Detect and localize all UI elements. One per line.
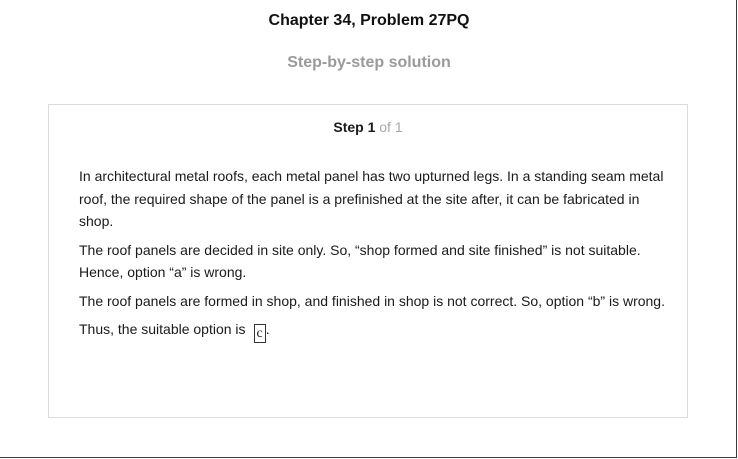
step-paragraph: In architectural metal roofs, each metal panel has two upturned legs. In a standing seam metal roof, the required shape of the panel is a prefinished at the site after, it can be fabricated in shop. bbox=[79, 168, 664, 229]
solution-subtitle: Step-by-step solution bbox=[287, 54, 451, 71]
step-paragraph: The roof panels are decided in site only. So, “shop formed and site finished” is not suitable. Hence, option “a” is wrong. bbox=[79, 241, 641, 280]
step-header bbox=[49, 119, 687, 135]
step-count: of 1 bbox=[379, 119, 403, 135]
step-label: Step 1 bbox=[333, 119, 376, 135]
step-body bbox=[79, 165, 669, 349]
chapter-title: Chapter 34, Problem 27PQ bbox=[268, 12, 470, 29]
conclusion-suffix: . bbox=[265, 321, 270, 337]
step-card bbox=[48, 104, 688, 418]
conclusion-line bbox=[79, 318, 669, 343]
answer-box: c bbox=[254, 324, 266, 343]
step-paragraph: The roof panels are formed in shop, and finished in shop is not correct. So, option “b” is wrong. bbox=[79, 292, 665, 309]
conclusion-text: Thus, the suitable option is bbox=[79, 321, 246, 337]
